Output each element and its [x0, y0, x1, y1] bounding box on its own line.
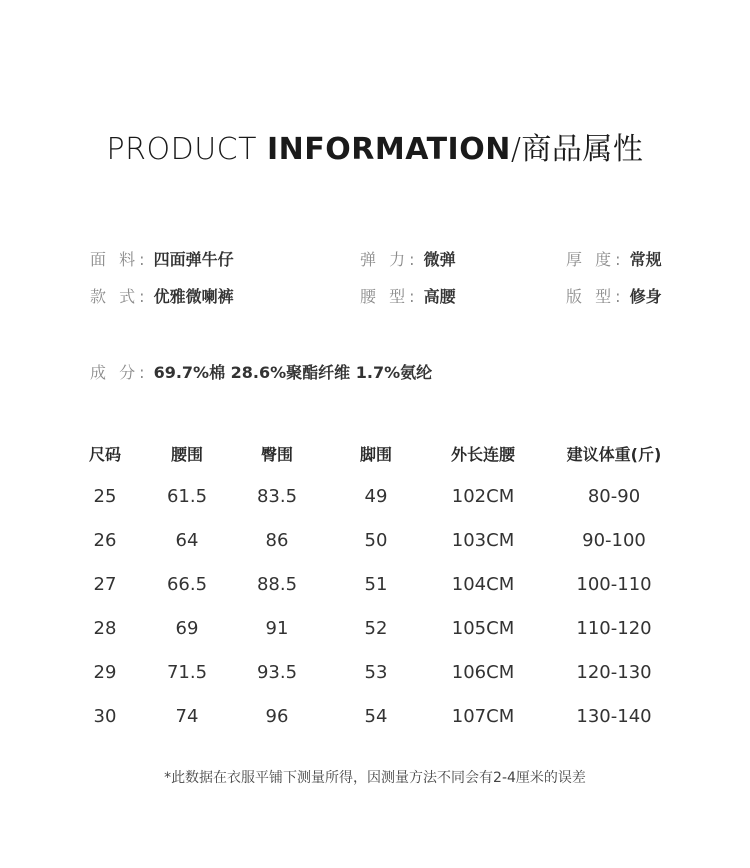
cell-weight: 110-120	[576, 618, 652, 639]
cell-waist: 71.5	[166, 662, 208, 683]
cell-weight: 100-110	[576, 574, 652, 595]
cell-waist: 74	[175, 706, 199, 727]
attr-fabric-value: 四面弹牛仔	[153, 250, 234, 269]
cell-waist: 64	[175, 530, 199, 551]
cell-hem: 51	[364, 574, 388, 595]
cell-size: 27	[93, 574, 117, 595]
header-waist: 腰围	[170, 445, 204, 464]
table-row	[0, 662, 750, 706]
header-size: 尺码	[88, 445, 122, 464]
attr-fabric	[90, 247, 234, 270]
attr-fabric-label: 面 料:	[90, 250, 149, 269]
attr-composition-label: 成 分:	[90, 363, 149, 382]
cell-hip: 93.5	[256, 662, 298, 683]
cell-hem: 50	[364, 530, 388, 551]
cell-size: 30	[93, 706, 117, 727]
attr-thickness-value: 常规	[629, 250, 662, 269]
attr-stretch-value: 微弹	[423, 250, 456, 269]
cell-length: 102CM	[451, 486, 515, 507]
cell-weight: 90-100	[582, 530, 646, 551]
size-table-body	[0, 486, 750, 750]
cell-length: 107CM	[451, 706, 515, 727]
cell-hem: 53	[364, 662, 388, 683]
size-table	[0, 440, 750, 750]
table-row	[0, 530, 750, 574]
cell-size: 29	[93, 662, 117, 683]
header-hem: 脚围	[359, 445, 393, 464]
measurement-note: *此数据在衣服平铺下测量所得，因测量方法不同会有2-4厘米的误差	[164, 770, 586, 786]
cell-size: 28	[93, 618, 117, 639]
attr-style-value: 优雅微喇裤	[153, 287, 234, 306]
table-row	[0, 574, 750, 618]
header-length: 外长连腰	[450, 445, 516, 464]
cell-hip: 83.5	[256, 486, 298, 507]
title-part-product: PRODUCT	[106, 132, 267, 167]
table-row	[0, 706, 750, 750]
header-weight: 建议体重(斤)	[566, 445, 662, 464]
table-row	[0, 618, 750, 662]
title-part-chinese: /商品属性	[510, 132, 644, 167]
attr-fit-label: 版 型:	[566, 287, 625, 306]
attr-fit	[566, 284, 662, 307]
attr-style	[90, 284, 234, 307]
attr-waist-type-value: 高腰	[423, 287, 456, 306]
size-table-header	[0, 440, 750, 486]
attr-waist-type	[360, 284, 456, 307]
cell-weight: 130-140	[576, 706, 652, 727]
cell-length: 105CM	[451, 618, 515, 639]
cell-size: 25	[93, 486, 117, 507]
table-row	[0, 486, 750, 530]
header-hip: 臀围	[260, 445, 294, 464]
cell-weight: 120-130	[576, 662, 652, 683]
cell-length: 103CM	[451, 530, 515, 551]
cell-length: 106CM	[451, 662, 515, 683]
cell-hip: 91	[265, 618, 289, 639]
attr-stretch-label: 弹 力:	[360, 250, 419, 269]
attr-thickness-label: 厚 度:	[566, 250, 625, 269]
attr-composition-value: 69.7%棉 28.6%聚酯纤维 1.7%氨纶	[153, 363, 433, 382]
cell-waist: 66.5	[166, 574, 208, 595]
attr-thickness	[566, 247, 662, 270]
cell-hip: 88.5	[256, 574, 298, 595]
cell-waist: 69	[175, 618, 199, 639]
cell-hip: 96	[265, 706, 289, 727]
cell-hem: 54	[364, 706, 388, 727]
cell-weight: 80-90	[587, 486, 641, 507]
cell-hip: 86	[265, 530, 289, 551]
attr-waist-type-label: 腰 型:	[360, 287, 419, 306]
cell-hem: 49	[364, 486, 388, 507]
cell-size: 26	[93, 530, 117, 551]
title-part-information: INFORMATION	[266, 132, 511, 167]
page-title	[0, 124, 750, 168]
attr-style-label: 款 式:	[90, 287, 149, 306]
attr-stretch	[360, 247, 456, 270]
attr-fit-value: 修身	[629, 287, 662, 306]
attr-composition	[90, 360, 432, 383]
cell-waist: 61.5	[166, 486, 208, 507]
cell-length: 104CM	[451, 574, 515, 595]
cell-hem: 52	[364, 618, 388, 639]
